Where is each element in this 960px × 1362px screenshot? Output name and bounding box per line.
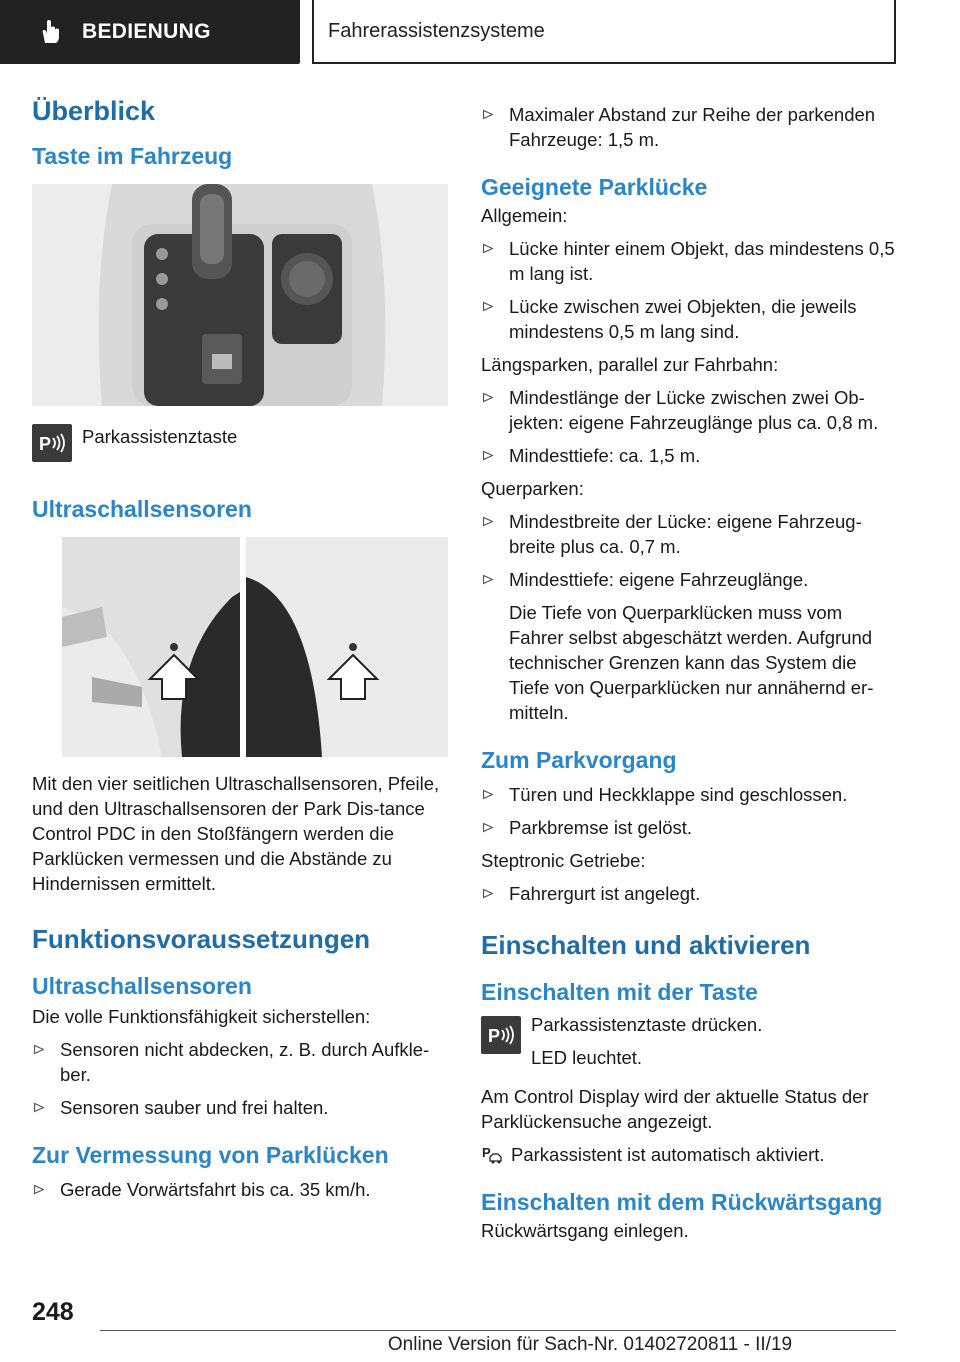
left-column bbox=[32, 96, 448, 1210]
chapter-title: Fahrerassistenzsysteme bbox=[328, 19, 545, 42]
bullet-triangle-icon bbox=[483, 109, 493, 120]
bullet-triangle-icon bbox=[483, 888, 493, 899]
list-item: Mindesttiefe: eigene Fahrzeuglänge. bbox=[481, 567, 901, 592]
park-assist-button-icon bbox=[32, 424, 72, 462]
list-item: Sensoren nicht abdecken, z. B. durch Aufkle-ber. bbox=[32, 1037, 448, 1087]
console-photo bbox=[32, 184, 448, 406]
bullet-triangle-icon bbox=[483, 789, 493, 800]
list-item: Lücke hinter einem Objekt, das mindestens 0,5 m lang ist. bbox=[481, 236, 901, 286]
heading-reverse: Einschalten mit dem Rückwärtsgang bbox=[481, 1189, 883, 1215]
hand-icon bbox=[38, 19, 64, 45]
space-general-label: Allgemein: bbox=[481, 205, 568, 226]
list-item: Mindesttiefe: ca. 1,5 m. bbox=[481, 443, 901, 468]
display-text: Am Control Display wird der aktuelle Status der Parklückensuche angezeigt. bbox=[481, 1086, 869, 1132]
bullet-triangle-icon bbox=[483, 822, 493, 833]
list-item: Lücke zwischen zwei Objekten, die jeweils mindestens 0,5 m lang sind. bbox=[481, 294, 901, 344]
space-cross-label: Querparken: bbox=[481, 478, 584, 499]
sensor-photo bbox=[32, 537, 448, 757]
press-button-text: Parkassistenztaste drücken. bbox=[531, 1014, 763, 1035]
list-item: Türen und Heckklappe sind geschlossen. bbox=[481, 782, 901, 807]
svg-text:P: P bbox=[488, 1026, 501, 1046]
auto-active-row bbox=[481, 1142, 901, 1167]
bullet-triangle-icon bbox=[34, 1184, 44, 1195]
footer-divider bbox=[100, 1330, 896, 1331]
reverse-text: Rückwärtsgang einlegen. bbox=[481, 1220, 689, 1241]
button-caption: Parkassistenztaste bbox=[82, 426, 238, 447]
heading-suitable-space: Geeignete Parklücke bbox=[481, 174, 708, 200]
right-column bbox=[481, 102, 901, 1243]
footer-version: Online Version für Sach-Nr. 01402720811 - II/19 bbox=[387, 1334, 793, 1355]
steptronic-label: Steptronic Getriebe: bbox=[481, 850, 646, 871]
section-tab bbox=[0, 0, 300, 64]
bullet-triangle-icon bbox=[483, 574, 493, 585]
center-console-illustration bbox=[32, 184, 448, 406]
heading-button-in-vehicle: Taste im Fahrzeug bbox=[32, 143, 233, 169]
svg-text:P: P bbox=[39, 434, 52, 454]
list-item: Gerade Vorwärtsfahrt bis ca. 35 km/h. bbox=[32, 1177, 448, 1202]
svg-text:P: P bbox=[482, 1144, 491, 1160]
bullet-triangle-icon bbox=[483, 301, 493, 312]
req-sensors-intro: Die volle Funktionsfähigkeit sicherstellen: bbox=[32, 1006, 371, 1027]
bullet-triangle-icon bbox=[483, 392, 493, 403]
heading-requirements: Funktionsvoraussetzungen bbox=[32, 924, 371, 954]
bullet-triangle-icon bbox=[483, 450, 493, 461]
heading-overview: Überblick bbox=[32, 96, 156, 126]
bullet-triangle-icon bbox=[34, 1044, 44, 1055]
list-item: Sensoren sauber und frei halten. bbox=[32, 1095, 448, 1120]
list-item: Mindestlänge der Lücke zwischen zwei Ob-jekten: eigene Fahrzeuglänge plus ca. 0,8 m. bbox=[481, 385, 901, 435]
bullet-triangle-icon bbox=[34, 1102, 44, 1113]
press-button-row bbox=[481, 1012, 901, 1070]
auto-active-text: Parkassistent ist automatisch aktiviert. bbox=[511, 1144, 825, 1165]
section-title: BEDIENUNG bbox=[82, 20, 211, 43]
heading-ultrasonic: Ultraschallsensoren bbox=[32, 496, 252, 522]
list-item: Fahrergurt ist angelegt. bbox=[481, 881, 901, 906]
heading-req-ultrasonic: Ultraschallsensoren bbox=[32, 973, 252, 999]
page-number: 248 bbox=[32, 1298, 74, 1326]
led-text: LED leuchtet. bbox=[531, 1047, 643, 1068]
bumper-sensor-illustration bbox=[32, 537, 448, 757]
heading-measure: Zur Vermessung von Parklücken bbox=[32, 1142, 389, 1168]
button-caption-row bbox=[32, 424, 448, 462]
heading-activate: Einschalten und aktivieren bbox=[481, 930, 811, 960]
space-cross-note: Die Tiefe von Querparklücken muss vom Fahrer selbst abgeschätzt werden. Aufgrund technischer Grenzen kann das System die Tiefe von Querparklücken nur annähernd er-mitteln. bbox=[509, 602, 874, 723]
park-assist-symbol-icon bbox=[481, 1143, 505, 1167]
heading-with-button: Einschalten mit der Taste bbox=[481, 979, 758, 1005]
chapter-tab bbox=[312, 0, 896, 64]
space-parallel-label: Längsparken, parallel zur Fahrbahn: bbox=[481, 354, 779, 375]
list-item: Mindestbreite der Lücke: eigene Fahrzeug-breite plus ca. 0,7 m. bbox=[481, 509, 901, 559]
list-item: Maximaler Abstand zur Reihe der parkenden Fahrzeuge: 1,5 m. bbox=[481, 102, 901, 152]
sensors-description: Mit den vier seitlichen Ultraschallsensoren, Pfeile, und den Ultraschallsensoren der Park Dis-tance Control PDC in den Stoßfängern werden die Parklücken vermessen und die Abstände zu Hindernissen ermittelt. bbox=[32, 773, 440, 894]
list-item: Parkbremse ist gelöst. bbox=[481, 815, 901, 840]
heading-procedure: Zum Parkvorgang bbox=[481, 747, 677, 773]
bullet-triangle-icon bbox=[483, 243, 493, 254]
page-header bbox=[0, 0, 960, 68]
park-assist-button-icon bbox=[481, 1016, 521, 1054]
bullet-triangle-icon bbox=[483, 516, 493, 527]
